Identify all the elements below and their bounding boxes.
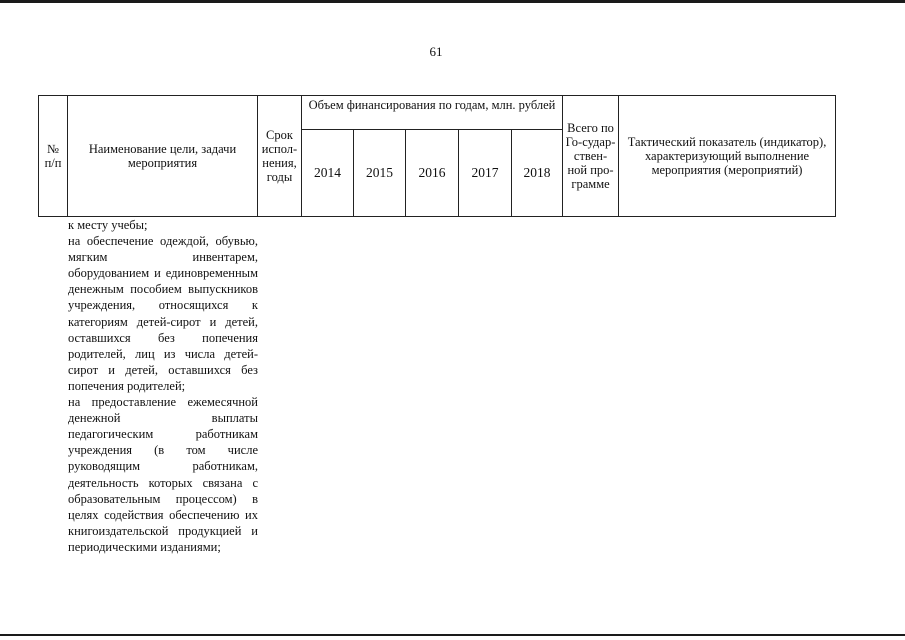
page-number: 61 [429,44,443,59]
header-col-indicator: Тактический показатель (индикатор), характеризующий выполнение мероприятия (мероприятий) [619,96,836,217]
header-year-2018: 2018 [512,130,563,217]
paragraph-1: к месту учебы; [68,218,148,232]
bottom-border-line [0,634,905,636]
header-col-total: Всего по Го-судар-ствен-ной про-грамме [563,96,619,217]
header-year-2014: 2014 [302,130,354,217]
header-col-term: Срок испол-нения, годы [258,96,302,217]
paragraph-3: на предоставление ежемесячной денежной выплаты педагогическим работникам учреждения (в том числе руководящим работникам, деятельность которых связана с образовательным процессом) в целях содействия обеспечению их книгоиздательской продукцией и периодическими изданиями; [68,395,258,554]
header-year-2015: 2015 [354,130,406,217]
header-col-number: № п/п [39,96,68,217]
paragraph-2: на обеспечение одеждой, обувью, мягким инвентарем, оборудованием и единовременным денежным пособием выпускников учреждения, относящихся к категориям детей-сирот и детей, оставшихся без попечения родителей, лиц из числа детей-сирот и детей, оставшихся без попечения родителей; [68,234,258,393]
measure-description [68,217,258,555]
top-border-line [0,0,905,3]
header-col-funding: Объем финансирования по годам, млн. рублей [302,96,563,130]
header-year-2017: 2017 [459,130,512,217]
header-year-2016: 2016 [406,130,459,217]
header-col-name: Наименование цели, задачи мероприятия [68,96,258,217]
table-header [38,95,836,217]
